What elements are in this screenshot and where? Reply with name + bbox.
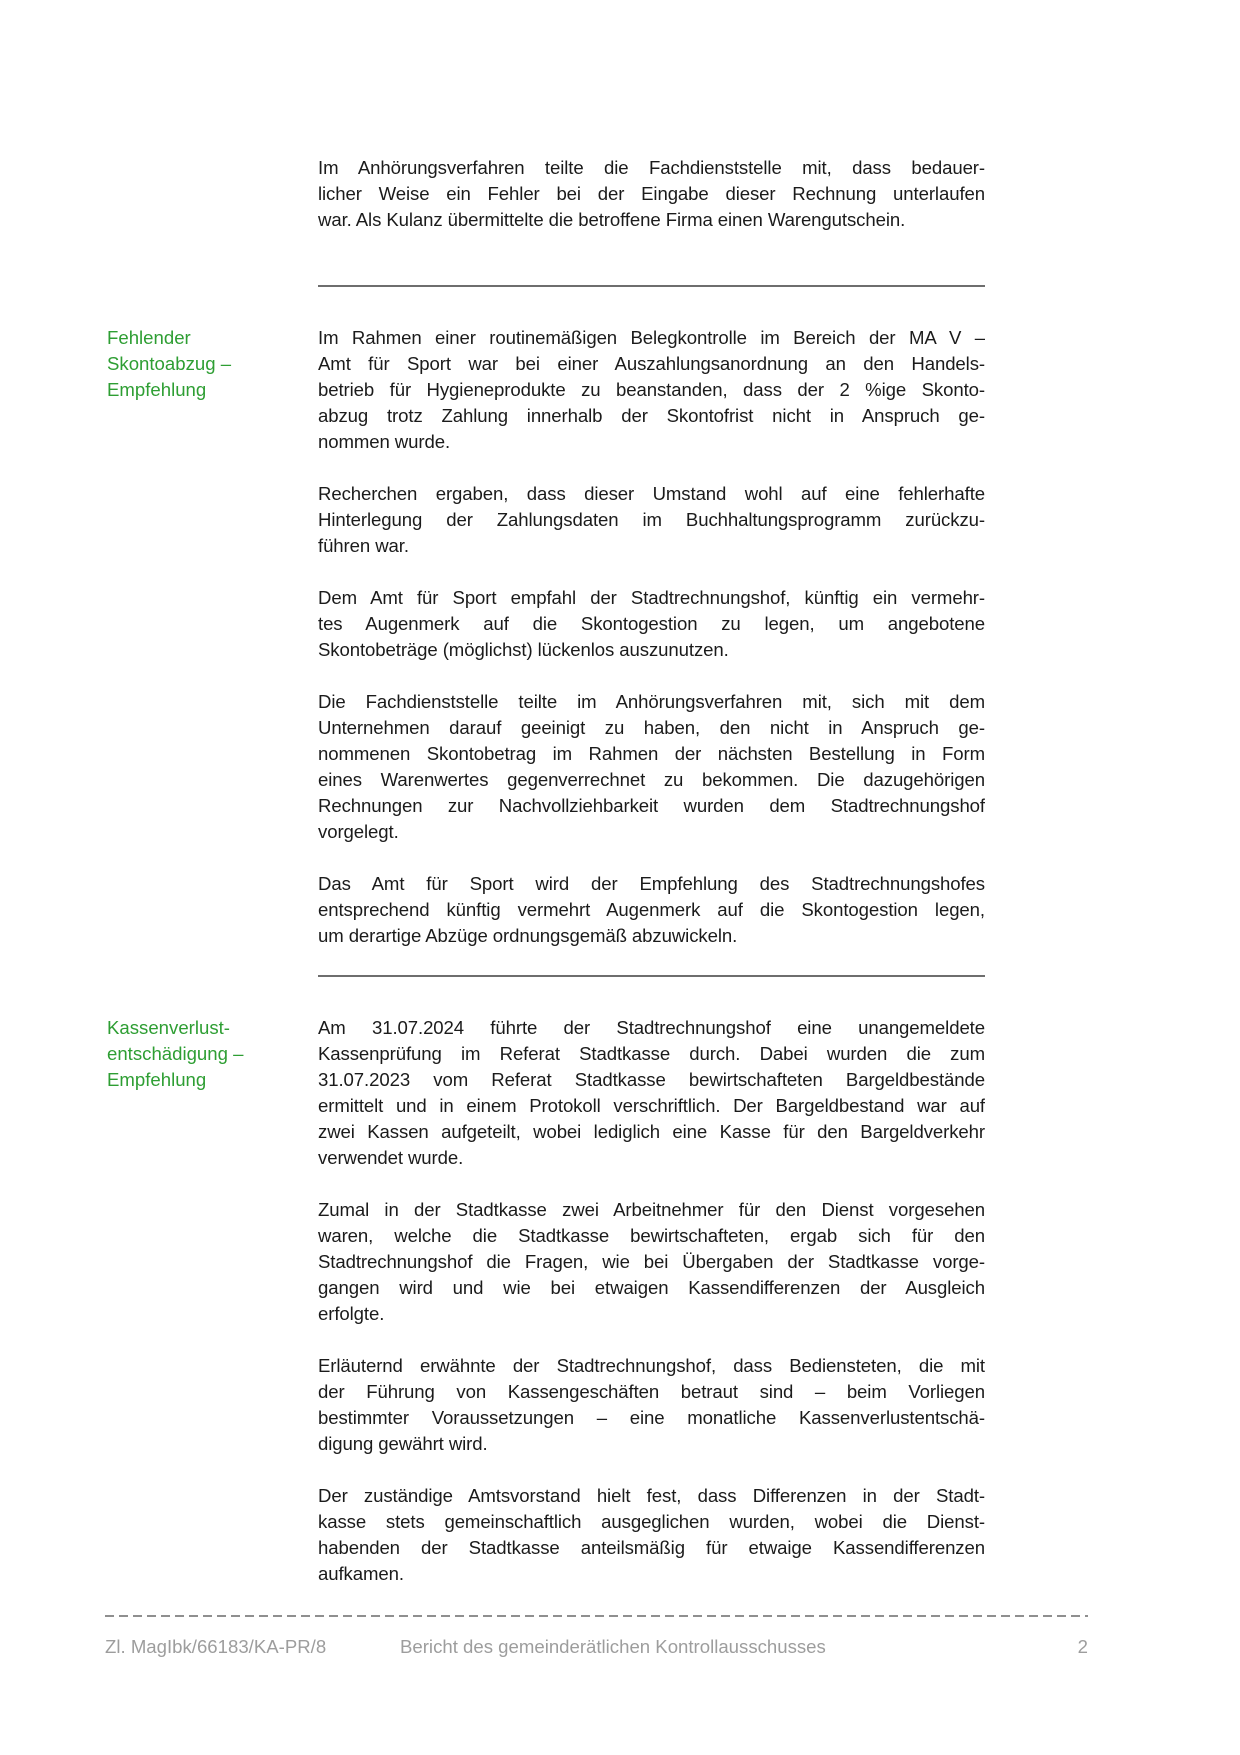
margin-label-column bbox=[107, 285, 318, 975]
section-text-column bbox=[318, 975, 985, 1613]
text-line: führen war. bbox=[318, 535, 409, 556]
section-label-line: Empfehlung bbox=[107, 379, 207, 400]
text-line: gangen wird und wie bei etwaigen Kassendifferenzen der Ausgleich bbox=[318, 1277, 985, 1298]
text-line: Rechnungen zur Nachvollziehbarkeit wurden dem Stadtrechnungshof bbox=[318, 795, 985, 816]
text-line: Stadtrechnungshof die Fragen, wie bei Übergaben der Stadtkasse vorge- bbox=[318, 1251, 985, 1272]
text-line: entsprechend künftig vermehrt Augenmerk auf die Skontogestion legen, bbox=[318, 899, 985, 920]
intro-text-column bbox=[318, 155, 985, 259]
text-line: digung gewährt wird. bbox=[318, 1433, 488, 1454]
paragraph bbox=[318, 1015, 985, 1171]
paragraph bbox=[318, 871, 985, 949]
section-label bbox=[107, 325, 318, 403]
text-line: Im Anhörungsverfahren teilte die Fachdienststelle mit, dass bedauer- bbox=[318, 157, 985, 178]
section-text-column bbox=[318, 285, 985, 975]
text-line: habenden der Stadtkasse anteilsmäßig für etwaige Kassendifferenzen bbox=[318, 1537, 985, 1558]
footer-reference: Zl. MagIbk/66183/KA-PR/8 bbox=[105, 1636, 327, 1657]
sections-container bbox=[107, 285, 985, 1613]
text-line: Am 31.07.2024 führte der Stadtrechnungshof eine unangemeldete bbox=[318, 1017, 985, 1038]
text-line: Unternehmen darauf geeinigt zu haben, den nicht in Anspruch ge- bbox=[318, 717, 985, 738]
section-divider-line bbox=[318, 285, 985, 287]
text-line: Amt für Sport war bei einer Auszahlungsanordnung an den Handels- bbox=[318, 353, 985, 374]
paragraph bbox=[318, 689, 985, 845]
text-line: betrieb für Hygieneprodukte zu beanstanden, dass der 2 %ige Skonto- bbox=[318, 379, 985, 400]
footer-page-number: 2 bbox=[1077, 1636, 1088, 1657]
text-line: erfolgte. bbox=[318, 1303, 385, 1324]
document-content bbox=[107, 155, 985, 1613]
paragraph bbox=[318, 1197, 985, 1327]
report-section bbox=[107, 975, 985, 1613]
text-line: Erläuternd erwähnte der Stadtrechnungshof, dass Bediensteten, die mit bbox=[318, 1355, 985, 1376]
footer-dashed-divider bbox=[105, 1615, 1088, 1617]
text-line: kasse stets gemeinschaftlich ausgeglichen wurden, wobei die Dienst- bbox=[318, 1511, 985, 1532]
intro-block bbox=[107, 155, 985, 259]
text-line: 31.07.2023 vom Referat Stadtkasse bewirtschafteten Bargeldbestände bbox=[318, 1069, 985, 1090]
text-line: Im Rahmen einer routinemäßigen Belegkontrolle im Bereich der MA V – bbox=[318, 327, 985, 348]
text-line: tes Augenmerk auf die Skontogestion zu legen, um angebotene bbox=[318, 613, 985, 634]
report-section bbox=[107, 285, 985, 975]
section-divider-line bbox=[318, 975, 985, 977]
section-label-line: Kassenverlust- bbox=[107, 1017, 230, 1038]
margin-label-column bbox=[107, 975, 318, 1613]
text-line: Zumal in der Stadtkasse zwei Arbeitnehmer für den Dienst vorgesehen bbox=[318, 1199, 985, 1220]
text-line: verwendet wurde. bbox=[318, 1147, 464, 1168]
section-label-line: entschädigung – bbox=[107, 1043, 244, 1064]
footer-document-title: Bericht des gemeinderätlichen Kontrollausschusses bbox=[400, 1636, 826, 1657]
text-line: Recherchen ergaben, dass dieser Umstand wohl auf eine fehlerhafte bbox=[318, 483, 985, 504]
text-line: Hinterlegung der Zahlungsdaten im Buchhaltungsprogramm zurückzu- bbox=[318, 509, 985, 530]
text-line: licher Weise ein Fehler bei der Eingabe dieser Rechnung unterlaufen bbox=[318, 183, 985, 204]
text-line: um derartige Abzüge ordnungsgemäß abzuwickeln. bbox=[318, 925, 738, 946]
text-line: vorgelegt. bbox=[318, 821, 399, 842]
section-label-line: Skontoabzug – bbox=[107, 353, 232, 374]
paragraph bbox=[318, 1483, 985, 1587]
text-line: war. Als Kulanz übermittelte die betroffene Firma einen Warengutschein. bbox=[318, 209, 906, 230]
text-line: Skontobeträge (möglichst) lückenlos auszunutzen. bbox=[318, 639, 729, 660]
text-line: Dem Amt für Sport empfahl der Stadtrechnungshof, künftig ein vermehr- bbox=[318, 587, 985, 608]
paragraph bbox=[318, 585, 985, 663]
paragraph bbox=[318, 1353, 985, 1457]
text-line: aufkamen. bbox=[318, 1563, 404, 1584]
section-label-line: Empfehlung bbox=[107, 1069, 207, 1090]
text-line: abzug trotz Zahlung innerhalb der Skontofrist nicht in Anspruch ge- bbox=[318, 405, 985, 426]
text-line: Die Fachdienststelle teilte im Anhörungsverfahren mit, sich mit dem bbox=[318, 691, 985, 712]
section-label bbox=[107, 1015, 318, 1093]
text-line: zwei Kassen aufgeteilt, wobei lediglich eine Kasse für den Bargeldverkehr bbox=[318, 1121, 985, 1142]
text-line: Das Amt für Sport wird der Empfehlung des Stadtrechnungshofes bbox=[318, 873, 985, 894]
text-line: Kassenprüfung im Referat Stadtkasse durch. Dabei wurden die zum bbox=[318, 1043, 985, 1064]
section-label-line: Fehlender bbox=[107, 327, 191, 348]
paragraph bbox=[318, 481, 985, 559]
text-line: nommen wurde. bbox=[318, 431, 451, 452]
text-line: Der zuständige Amtsvorstand hielt fest, dass Differenzen in der Stadt- bbox=[318, 1485, 985, 1506]
text-line: ermittelt und in einem Protokoll verschriftlich. Der Bargeldbestand war auf bbox=[318, 1095, 985, 1116]
text-line: waren, welche die Stadtkasse bewirtschafteten, ergab sich für den bbox=[318, 1225, 985, 1246]
text-line: der Führung von Kassengeschäften betraut sind – beim Vorliegen bbox=[318, 1381, 985, 1402]
text-line: nommenen Skontobetrag im Rahmen der nächsten Bestellung in Form bbox=[318, 743, 985, 764]
paragraph bbox=[318, 325, 985, 455]
footer-row bbox=[105, 1635, 1088, 1659]
text-line: bestimmter Voraussetzungen – eine monatliche Kassenverlustentschä- bbox=[318, 1407, 985, 1428]
margin-label-column bbox=[107, 155, 318, 259]
text-line: eines Warenwertes gegenverrechnet zu bekommen. Die dazugehörigen bbox=[318, 769, 985, 790]
paragraph bbox=[318, 155, 985, 233]
page-footer bbox=[105, 1615, 1088, 1659]
